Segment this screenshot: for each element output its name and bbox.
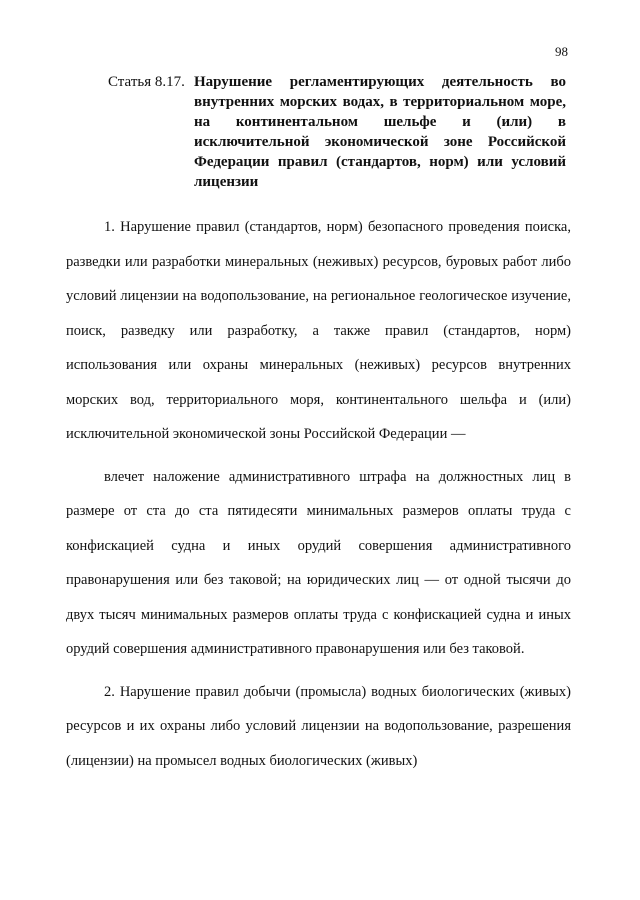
article-body [66, 210, 571, 778]
paragraph-part-1: 1. Нарушение правил (стандартов, норм) безопасного проведения поиска, разведки или разработки минеральных (неживых) ресурсов, буровых работ либо условий лицензии на водопользование, на региональное геологическое изучение, поиск, разведку или разработку, а также правил (стандартов, норм) использования или охраны минеральных (неживых) ресурсов внутренних морских вод, территориального моря, континентального шельфа и (или) исключительной экономической зоны Российской Федерации — [66, 219, 571, 442]
paragraph-penalty: влечет наложение административного штрафа на должностных лиц в размере от ста до ста пятидесяти минимальных размеров оплаты труда с конфискацией судна и иных орудий совершения административного правонарушения или без таковой; на юридических лиц — от одной тысячи до двух тысяч минимальных размеров оплаты труда с конфискацией судна и иных орудий совершения административного правонарушения или без таковой. [66, 468, 571, 657]
article-title: Нарушение регламентирующих деятельность во внутренних морских водах, в территориальном море, на континентальном шельфе и (или) в исключительной экономической зоне Российской Федерации правил (стандартов, норм) или условий лицензии [194, 74, 566, 190]
page-number: 98 [555, 44, 568, 59]
article-heading [108, 72, 568, 192]
article-label: Статья 8.17. [108, 74, 185, 90]
paragraph-part-2: 2. Нарушение правил добычи (промысла) водных биологических (живых) ресурсов и их охраны либо условий лицензии на водопользование, разрешения (лицензии) на промысел водных биологических (живых) [66, 683, 571, 769]
